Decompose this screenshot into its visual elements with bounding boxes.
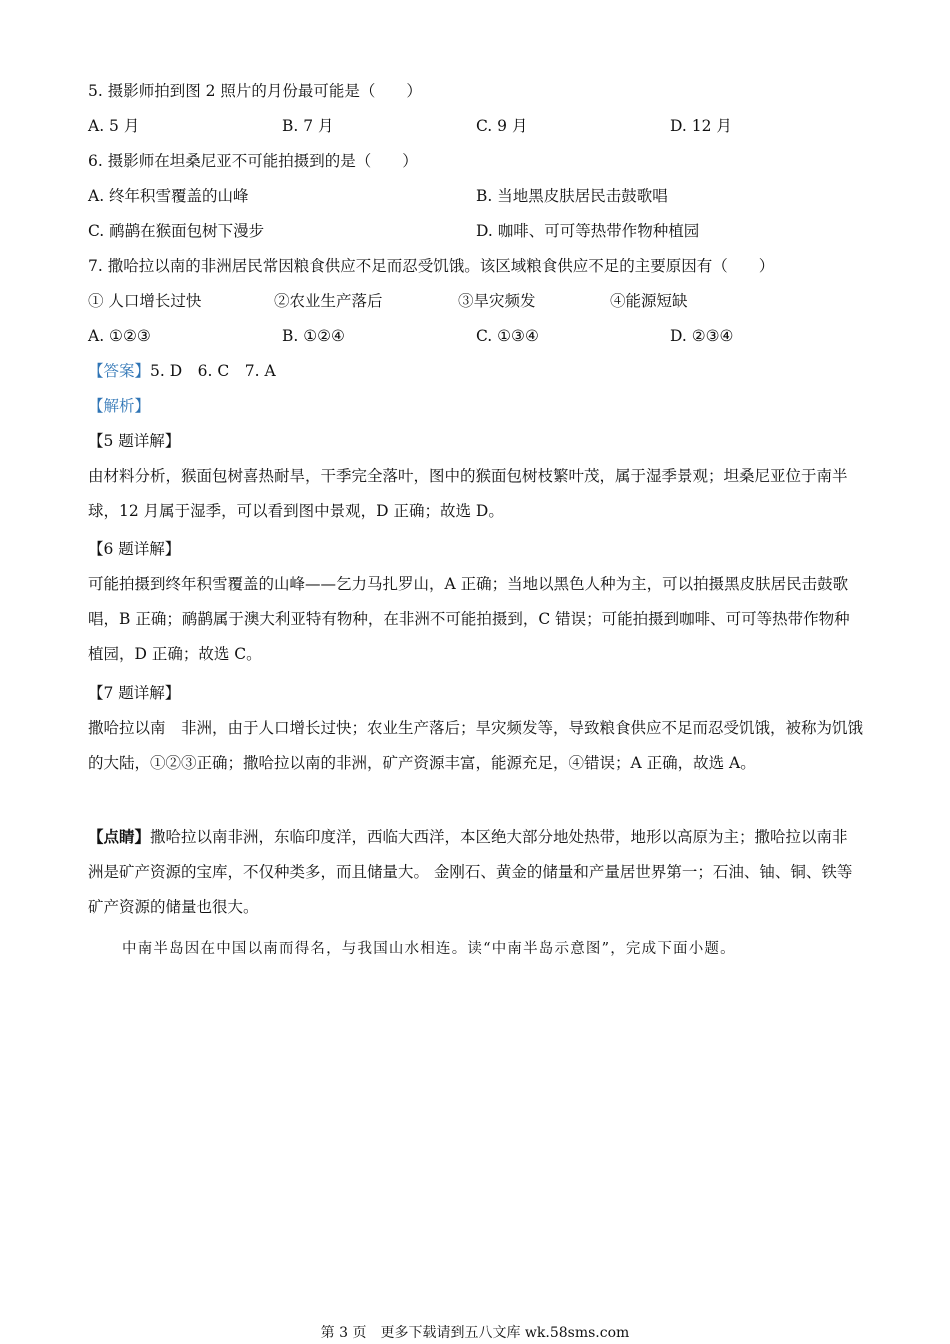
page-footer: 第 3 页 更多下载请到五八文库 wk.58sms.com: [320, 1325, 630, 1341]
q6-option-c: C. 鸸鹋在猴面包树下漫步: [88, 222, 265, 240]
detail-5-text: 由材料分析，猴面包树喜热耐旱，干季完全落叶，图中的猴面包树枝繁叶茂，属于湿季景观；坦桑尼亚位于南半球，12 月属于湿季，可以看到图中景观，D 正确；故选 D。: [88, 467, 848, 520]
q6-option-d: D. 咖啡、可可等热带作物种植园: [476, 222, 700, 240]
q6-option-a: A. 终年积雪覆盖的山峰: [88, 187, 249, 205]
q7-option-d: D. ②③④: [670, 327, 734, 345]
q6-option-b: B. 当地黑皮肤居民击鼓歌唱: [476, 187, 668, 205]
q7-option-c: C. ①③④: [476, 327, 539, 345]
answer-tag: 【答案】: [88, 362, 151, 380]
q5-option-b: B. 7 月: [282, 117, 334, 135]
detail-5-title: 【5 题详解】: [88, 432, 181, 450]
question-5-stem: 5. 摄影师拍到图 2 照片的月份最可能是（ ）: [88, 82, 422, 100]
detail-6-title: 【6 题详解】: [88, 540, 181, 558]
detail-6-text: 可能拍摄到终年积雪覆盖的山峰——乞力马扎罗山，A 正确；当地以黑色人种为主，可以拍摄黑皮肤居民击鼓歌唱，B 正确；鸸鹋属于澳大利亚特有物种，在非洲不可能拍摄到，C 错误；可能拍摄到咖啡、可可等热带作物种植园，D 正确；故选 C。: [88, 575, 850, 663]
q5-option-a: A. 5 月: [88, 117, 140, 135]
tip-paragraph: [88, 819, 863, 925]
q7-option-a: A. ①②③: [88, 327, 151, 345]
detail-7-title: 【7 题详解】: [88, 684, 181, 702]
q5-option-c: C. 9 月: [476, 117, 528, 135]
analysis-tag: 【解析】: [88, 397, 151, 415]
q7-item-2: ②农业生产落后: [274, 292, 383, 310]
q7-option-b: B. ①②④: [282, 327, 345, 345]
tip-text: 撒哈拉以南非洲，东临印度洋，西临大西洋，本区绝大部分地处热带，地形以高原为主；撒哈拉以南非洲是矿产资源的宝库，不仅种类多，而且储量大。 金刚石、黄金的储量和产量居世界第一；石油、铀、铜、铁等矿产资源的储量也很大。: [88, 828, 853, 916]
q7-item-3: ③旱灾频发: [458, 292, 536, 310]
detail-7-text: 撒哈拉以南 非洲，由于人口增长过快；农业生产落后；旱灾频发等，导致粮食供应不足而忍受饥饿，被称为饥饿的大陆，①②③正确；撒哈拉以南的非洲，矿产资源丰富，能源充足，④错误；A 正确，故选 A。: [88, 719, 864, 772]
question-7-stem: 7. 撒哈拉以南的非洲居民常因粮食供应不足而忍受饥饿。该区域粮食供应不足的主要原因有（ ）: [88, 257, 775, 275]
q7-item-1: ① 人口增长过快: [88, 292, 202, 310]
q5-option-d: D. 12 月: [670, 117, 732, 135]
next-section-intro: 中南半岛因在中国以南而得名，与我国山水相连。读“中南半岛示意图”，完成下面小题。: [122, 941, 736, 957]
tip-tag: 【点睛】: [88, 827, 151, 846]
question-6-stem: 6. 摄影师在坦桑尼亚不可能拍摄到的是（ ）: [88, 152, 418, 170]
q7-item-4: ④能源短缺: [610, 292, 688, 310]
answer-line: [88, 361, 276, 381]
answer-text: 5. D 6. C 7. A: [150, 362, 276, 380]
